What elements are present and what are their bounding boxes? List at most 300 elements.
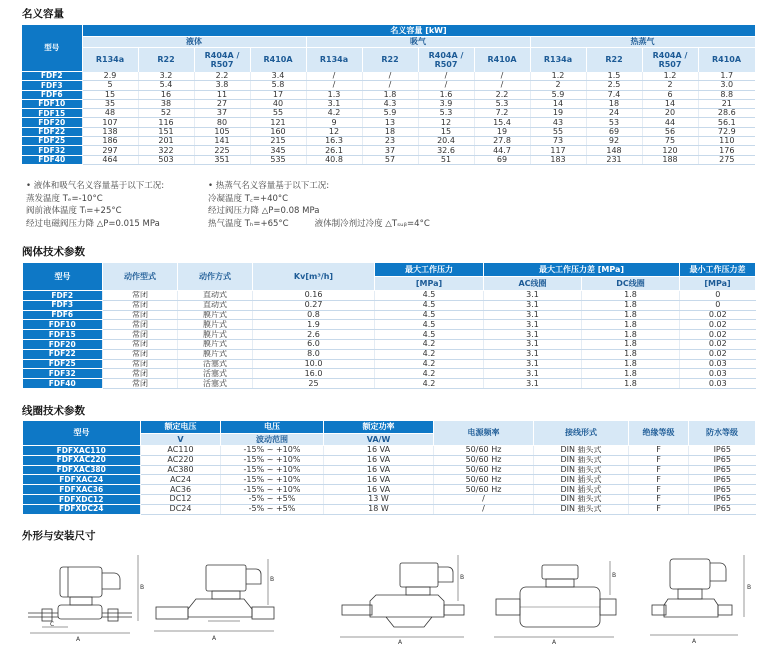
coil-model-header: 型号 (23, 421, 141, 446)
table-cell: 56 (642, 127, 698, 136)
table-cell: 50/60 Hz (434, 485, 534, 495)
table-cell: 4.3 (362, 99, 418, 108)
table-cell: 1.8 (582, 339, 680, 349)
table-cell: 110 (698, 137, 755, 146)
refrigerant-header: R134a (306, 48, 362, 72)
table-cell: DIN 插头式 (534, 465, 629, 475)
note-line: 液体制冷剂过冷度 △Tₛᵤᵦ=4°C (314, 218, 430, 229)
table-cell: 1.7 (698, 72, 755, 81)
table-cell: 6.0 (253, 339, 375, 349)
table-cell: 23 (362, 137, 418, 146)
table-cell: 1.6 (418, 90, 474, 99)
dim-label-c: C (50, 621, 55, 628)
table-cell: 0.02 (680, 349, 756, 359)
waterproof-header: 防水等级 (689, 421, 756, 446)
table-cell: DIN 插头式 (534, 455, 629, 465)
table-cell: 4.2 (375, 349, 484, 359)
table-cell: 38 (138, 99, 194, 108)
table-cell: 3.1 (484, 310, 582, 320)
table-cell: 116 (138, 118, 194, 127)
table-cell: 37 (194, 109, 250, 118)
note-line: 冷凝温度 T꜀=+40°C (208, 193, 289, 204)
coil-params-table (22, 420, 756, 515)
table-cell: -15% ~ +10% (221, 455, 324, 465)
table-cell: 5.9 (530, 90, 586, 99)
row-model: FDF22 (22, 127, 82, 136)
table-cell: 464 (82, 155, 138, 164)
note-line: 热气温度 Tₕ=+65°C (208, 218, 289, 229)
row-model: FDF3 (23, 300, 103, 310)
table-cell: 3.1 (484, 320, 582, 330)
table-row (22, 155, 755, 164)
table-cell: 2 (642, 81, 698, 90)
table-cell: 52 (138, 109, 194, 118)
max-pressure-diff-header: 最大工作压力差 [MPa] (484, 263, 680, 277)
refrigerant-header: R22 (586, 48, 642, 72)
table-row (23, 310, 756, 320)
table-cell: 8.8 (698, 90, 755, 99)
table-row (23, 504, 756, 514)
table-cell: 1.3 (306, 90, 362, 99)
row-model: FDF20 (23, 339, 103, 349)
table-cell: 5.3 (418, 109, 474, 118)
frequency-header: 电源频率 (434, 421, 534, 446)
table-cell: / (306, 72, 362, 81)
min-pressure-diff-header: 最小工作压力差 (680, 263, 756, 277)
row-model: FDF10 (23, 320, 103, 330)
table-cell: -5% ~ +5% (221, 504, 324, 514)
table-cell: 50/60 Hz (434, 455, 534, 465)
rated-voltage-header: 额定电压 (141, 421, 221, 434)
table-cell: IP65 (689, 475, 756, 485)
table-cell: 4.5 (375, 291, 484, 301)
table-row (23, 494, 756, 504)
table-cell: 16.0 (253, 369, 375, 379)
note-line: 蒸发温度 Tₑ=-10°C (26, 193, 103, 204)
table-row (22, 146, 755, 155)
table-cell: IP65 (689, 446, 756, 456)
section-title-valve-params: 阀体技术参数 (22, 246, 85, 258)
table-cell: 176 (698, 146, 755, 155)
notes-liquid-suction (26, 180, 164, 230)
table-row (23, 320, 756, 330)
table-cell: 1.8 (362, 90, 418, 99)
table-cell: -5% ~ +5% (221, 494, 324, 504)
row-model: FDF32 (22, 146, 82, 155)
table-cell: 膜片式 (178, 320, 253, 330)
table-cell: 2 (530, 81, 586, 90)
table-row (23, 485, 756, 495)
table-row (22, 127, 755, 136)
table-cell: 0.02 (680, 339, 756, 349)
table-cell: 常闭 (103, 379, 178, 389)
table-cell: 13 (362, 118, 418, 127)
table-cell: 0.02 (680, 310, 756, 320)
note-line: 经过阀压力降 △P=0.08 MPa (208, 206, 320, 217)
table-cell: 2.6 (253, 330, 375, 340)
dim-label-a-5: A (692, 638, 697, 645)
table-cell: 1.9 (253, 320, 375, 330)
table-cell: 24 (586, 109, 642, 118)
table-cell: -15% ~ +10% (221, 485, 324, 495)
table-cell: 19 (474, 127, 530, 136)
table-cell: IP65 (689, 504, 756, 514)
table-cell: -15% ~ +10% (221, 475, 324, 485)
rated-voltage-unit: V (141, 434, 221, 446)
table-cell: 40.8 (306, 155, 362, 164)
table-cell: F (629, 455, 689, 465)
table-row (22, 72, 755, 81)
table-cell: F (629, 494, 689, 504)
table-cell: 2.2 (194, 72, 250, 81)
table-cell: 5.8 (250, 81, 306, 90)
table-cell: 5.9 (362, 109, 418, 118)
valve-drawing-2 (150, 545, 278, 645)
table-cell: 0.02 (680, 320, 756, 330)
table-cell: 50/60 Hz (434, 475, 534, 485)
table-cell: / (434, 494, 534, 504)
table-cell: 1.8 (582, 359, 680, 369)
table-cell: 1.5 (586, 72, 642, 81)
table-cell: 16 (138, 90, 194, 99)
table-cell: 40 (250, 99, 306, 108)
refrigerant-header: R410A (698, 48, 755, 72)
table-cell: 15.4 (474, 118, 530, 127)
table-row (23, 475, 756, 485)
table-cell: 活塞式 (178, 379, 253, 389)
table-cell: -15% ~ +10% (221, 465, 324, 475)
rated-power-unit: VA/W (324, 434, 434, 446)
dim-label-a-3: A (398, 639, 403, 645)
valve-drawing-1 (28, 545, 146, 645)
refrigerant-header: R134a (82, 48, 138, 72)
table-cell: 19 (530, 109, 586, 118)
table-cell: 18 (362, 127, 418, 136)
table-cell: 57 (362, 155, 418, 164)
table-cell: 11 (194, 90, 250, 99)
table-cell: F (629, 504, 689, 514)
table-cell: AC36 (141, 485, 221, 495)
table-row (23, 455, 756, 465)
model-header: 型号 (22, 25, 82, 72)
table-cell: AC220 (141, 455, 221, 465)
table-cell: 345 (250, 146, 306, 155)
insulation-header: 绝缘等级 (629, 421, 689, 446)
table-cell: 4.2 (375, 339, 484, 349)
table-cell: 膜片式 (178, 310, 253, 320)
nominal-capacity-table (22, 24, 756, 165)
table-cell: 常闭 (103, 300, 178, 310)
table-cell: 2.9 (82, 72, 138, 81)
table-cell: 3.1 (484, 379, 582, 389)
row-model: FDF10 (22, 99, 82, 108)
table-row (23, 369, 756, 379)
notes-hot-gas (208, 180, 430, 230)
row-model: FDFXDC12 (23, 494, 141, 504)
table-cell: 常闭 (103, 349, 178, 359)
table-cell: 141 (194, 137, 250, 146)
table-cell: 231 (586, 155, 642, 164)
dim-label-b-3: B (460, 574, 465, 581)
table-cell: 183 (530, 155, 586, 164)
table-cell: 3.4 (250, 72, 306, 81)
table-cell: / (474, 72, 530, 81)
table-cell: 27 (194, 99, 250, 108)
table-row (23, 330, 756, 340)
table-cell: 188 (642, 155, 698, 164)
row-model: FDF22 (23, 349, 103, 359)
table-cell: 3.9 (418, 99, 474, 108)
row-model: FDFXAC380 (23, 465, 141, 475)
row-model: FDFXAC110 (23, 446, 141, 456)
table-cell: 18 W (324, 504, 434, 514)
row-model: FDF40 (23, 379, 103, 389)
table-cell: 351 (194, 155, 250, 164)
table-cell: 20 (642, 109, 698, 118)
row-model: FDFXAC220 (23, 455, 141, 465)
row-model: FDF6 (23, 310, 103, 320)
table-row (23, 446, 756, 456)
table-cell: 215 (250, 137, 306, 146)
table-cell: 4.5 (375, 320, 484, 330)
table-cell: 常闭 (103, 291, 178, 301)
table-cell: 直动式 (178, 300, 253, 310)
table-cell: 1.2 (642, 72, 698, 81)
row-model: FDFXAC24 (23, 475, 141, 485)
table-cell: 12 (306, 127, 362, 136)
table-cell: 3.1 (484, 349, 582, 359)
table-cell: 107 (82, 118, 138, 127)
table-cell: AC110 (141, 446, 221, 456)
table-cell: DIN 插头式 (534, 475, 629, 485)
table-cell: 1.8 (582, 379, 680, 389)
table-cell: 225 (194, 146, 250, 155)
refrigerant-header: R410A (250, 48, 306, 72)
row-model: FDF2 (22, 72, 82, 81)
refrigerant-header: R22 (362, 48, 418, 72)
table-row (23, 465, 756, 475)
row-model: FDF25 (22, 137, 82, 146)
table-cell: 148 (586, 146, 642, 155)
table-cell: 26.1 (306, 146, 362, 155)
table-cell: 4.2 (375, 359, 484, 369)
table-cell: 50/60 Hz (434, 465, 534, 475)
wiring-header: 接线形式 (534, 421, 629, 446)
table-cell: 1.2 (530, 72, 586, 81)
table-cell: 常闭 (103, 310, 178, 320)
table-cell: 13 W (324, 494, 434, 504)
table-cell: 27.8 (474, 137, 530, 146)
table-cell: 0 (680, 300, 756, 310)
table-cell: 4.5 (375, 300, 484, 310)
table-cell: 1.8 (582, 310, 680, 320)
table-cell: IP65 (689, 455, 756, 465)
table-cell: 37 (362, 146, 418, 155)
table-cell: IP65 (689, 485, 756, 495)
ac-coil-header: AC线圈 (484, 277, 582, 291)
note-line: • 液体和吸气名义容量基于以下工况: (26, 181, 165, 191)
table-cell: 6 (642, 90, 698, 99)
table-cell: F (629, 465, 689, 475)
min-pressure-unit: [MPa] (680, 277, 756, 291)
table-cell: 膜片式 (178, 330, 253, 340)
table-cell: 72.9 (698, 127, 755, 136)
table-cell: 1.8 (582, 291, 680, 301)
table-cell: 18 (586, 99, 642, 108)
table-cell: 16 VA (324, 455, 434, 465)
table-cell: 1.8 (582, 320, 680, 330)
row-model: FDFXAC36 (23, 485, 141, 495)
table-row (22, 137, 755, 146)
table-cell: / (474, 81, 530, 90)
table-cell: 活塞式 (178, 359, 253, 369)
table-cell: 3.1 (306, 99, 362, 108)
dim-label-b-5: B (747, 584, 752, 591)
refrigerant-header: R404A / R507 (194, 48, 250, 72)
table-cell: 69 (474, 155, 530, 164)
table-cell: 151 (138, 127, 194, 136)
table-cell: 7.2 (474, 109, 530, 118)
action-mode-header: 动作方式 (178, 263, 253, 291)
kv-header: Kv[m³/h] (253, 263, 375, 291)
table-row (23, 300, 756, 310)
section-title-dimensions: 外形与安装尺寸 (22, 530, 96, 542)
row-model: FDF2 (23, 291, 103, 301)
table-cell: IP65 (689, 494, 756, 504)
action-type-header: 动作型式 (103, 263, 178, 291)
row-model: FDF40 (22, 155, 82, 164)
refrigerant-header: R22 (138, 48, 194, 72)
table-cell: 1.8 (582, 369, 680, 379)
table-row (23, 339, 756, 349)
table-cell: 3.1 (484, 330, 582, 340)
table-cell: 160 (250, 127, 306, 136)
table-cell: 32.6 (418, 146, 474, 155)
note-line: • 热蒸气名义容量基于以下工况: (208, 181, 330, 191)
table-cell: DC24 (141, 504, 221, 514)
table-cell: 35 (82, 99, 138, 108)
table-cell: 43 (530, 118, 586, 127)
table-cell: DIN 插头式 (534, 446, 629, 456)
table-cell: 0.02 (680, 330, 756, 340)
max-pressure-unit: [MPa] (375, 277, 484, 291)
table-cell: 14 (642, 99, 698, 108)
table-cell: 8.0 (253, 349, 375, 359)
table-cell: 5.3 (474, 99, 530, 108)
table-cell: 186 (82, 137, 138, 146)
table-cell: 15 (418, 127, 474, 136)
table-cell: 4.2 (375, 369, 484, 379)
table-cell: 53 (586, 118, 642, 127)
table-cell: 121 (250, 118, 306, 127)
table-row (22, 81, 755, 90)
table-cell: 16 VA (324, 485, 434, 495)
table-row (23, 349, 756, 359)
table-cell: / (362, 81, 418, 90)
table-cell: 21 (698, 99, 755, 108)
table-cell: 3.1 (484, 359, 582, 369)
table-cell: 2.5 (586, 81, 642, 90)
table-cell: / (418, 72, 474, 81)
table-cell: / (434, 504, 534, 514)
table-cell: 201 (138, 137, 194, 146)
table-cell: IP65 (689, 465, 756, 475)
row-model: FDF15 (22, 109, 82, 118)
table-row (22, 118, 755, 127)
table-cell: 16 VA (324, 465, 434, 475)
table-cell: 105 (194, 127, 250, 136)
group-suction: 吸气 (306, 37, 530, 48)
dim-label-a: A (76, 636, 81, 643)
table-cell: 20.4 (418, 137, 474, 146)
dim-label-b-4: B (612, 572, 617, 579)
dim-label-a-2: A (212, 635, 217, 642)
table-row (23, 379, 756, 389)
table-cell: 0.8 (253, 310, 375, 320)
table-cell: 0.27 (253, 300, 375, 310)
group-liquid: 液体 (82, 37, 306, 48)
table-cell: AC24 (141, 475, 221, 485)
table-cell: 3.2 (138, 72, 194, 81)
table-cell: 0.03 (680, 379, 756, 389)
table-row (22, 90, 755, 99)
table-cell: 0.03 (680, 369, 756, 379)
dim-label-b-2: B (270, 576, 275, 583)
table-cell: 3.1 (484, 300, 582, 310)
table-cell: 15 (82, 90, 138, 99)
dc-coil-header: DC线圈 (582, 277, 680, 291)
table-cell: 常闭 (103, 359, 178, 369)
row-model: FDF20 (22, 118, 82, 127)
valve-drawing-5 (648, 545, 758, 645)
table-cell: DIN 插头式 (534, 485, 629, 495)
table-cell: 50/60 Hz (434, 446, 534, 456)
table-cell: 1.8 (582, 330, 680, 340)
table-cell: 17 (250, 90, 306, 99)
table-cell: 16 VA (324, 475, 434, 485)
table-row (23, 359, 756, 369)
table-cell: / (418, 81, 474, 90)
table-cell: 322 (138, 146, 194, 155)
valve-params-table (22, 262, 756, 389)
note-line: 经过电磁阀压力降 △P=0.015 MPa (26, 218, 160, 229)
table-cell: 503 (138, 155, 194, 164)
table-cell: 55 (530, 127, 586, 136)
refrigerant-header: R410A (474, 48, 530, 72)
table-cell: 75 (642, 137, 698, 146)
refrigerant-header: R404A / R507 (418, 48, 474, 72)
table-cell: 1.8 (582, 349, 680, 359)
table-row (22, 109, 755, 118)
table-cell: F (629, 446, 689, 456)
table-cell: 12 (418, 118, 474, 127)
row-model: FDF25 (23, 359, 103, 369)
table-cell: 55 (250, 109, 306, 118)
max-pressure-header: 最大工作压力 (375, 263, 484, 277)
table-cell: 3.1 (484, 339, 582, 349)
table-cell: 14 (530, 99, 586, 108)
table-cell: 2.2 (474, 90, 530, 99)
table-cell: DIN 插头式 (534, 494, 629, 504)
table-cell: 120 (642, 146, 698, 155)
table-cell: 16.3 (306, 137, 362, 146)
table-cell: 4.5 (375, 310, 484, 320)
table-cell: 膜片式 (178, 349, 253, 359)
valve-drawing-4 (490, 545, 618, 645)
table-row (23, 291, 756, 301)
table-cell: 5.4 (138, 81, 194, 90)
table-cell: 4.2 (375, 379, 484, 389)
